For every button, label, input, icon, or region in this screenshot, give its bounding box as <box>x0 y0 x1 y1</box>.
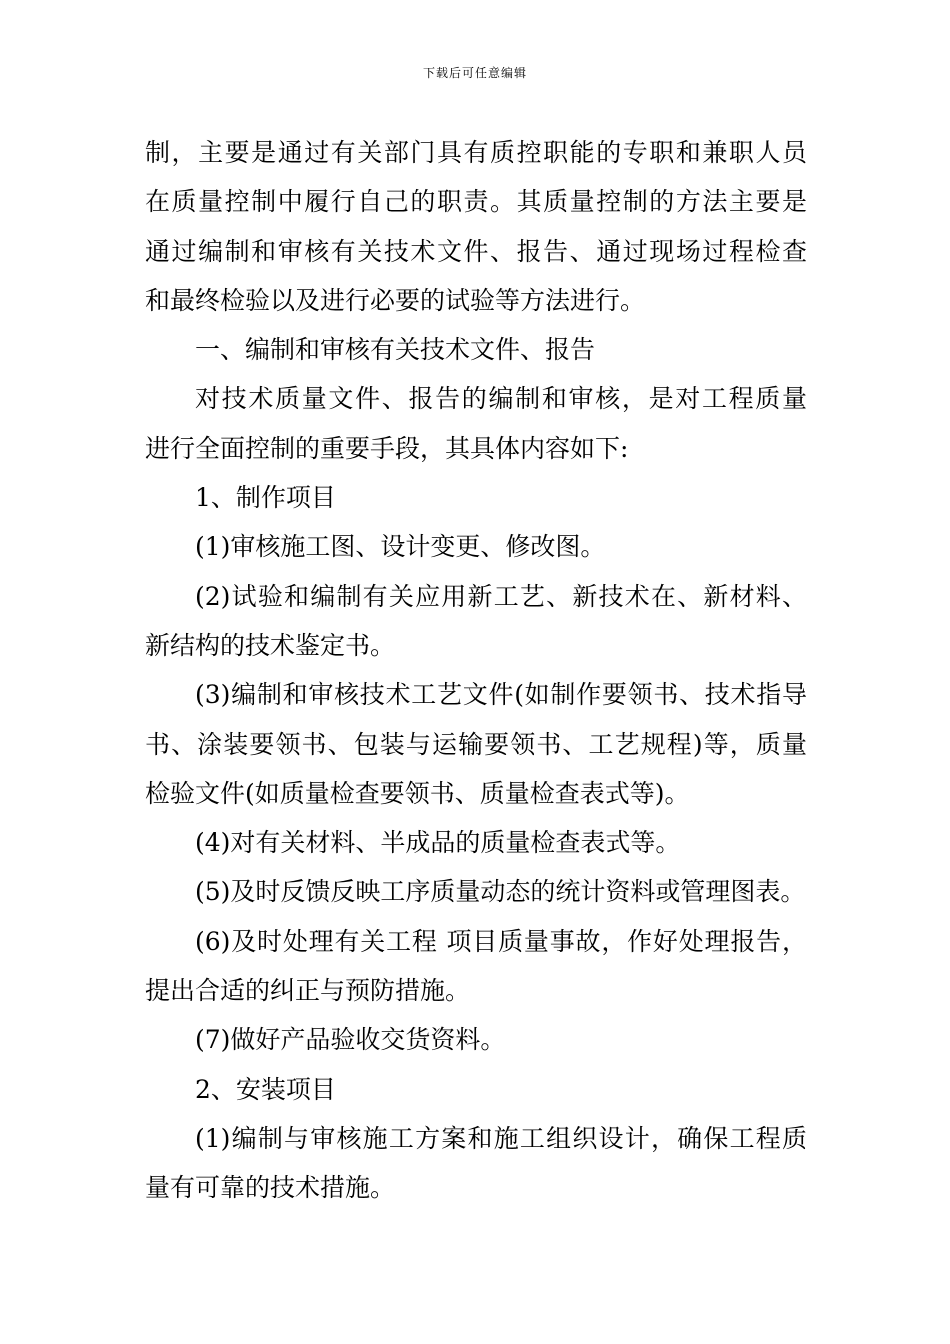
paragraph-line: 通过编制和审核有关技术文件、报告、通过现场过程检查 <box>145 236 807 266</box>
document-body <box>145 128 807 1213</box>
list-item-continuation: 量有可靠的技术措施。 <box>145 1173 396 1203</box>
paragraph-line: 制，主要是通过有关部门具有质控职能的专职和兼职人员 <box>145 138 807 167</box>
paragraph-line: 对技术质量文件、报告的编制和审核，是对工程质量 <box>195 384 807 414</box>
page-header-note: 下载后可任意编辑 <box>422 66 527 80</box>
list-item: (6)及时处理有关工程 项目质量事故，作好处理报告， <box>195 926 807 956</box>
section-heading: 一、编制和审核有关技术文件、报告 <box>195 335 596 365</box>
list-item-continuation: 检验文件(如质量检查要领书、质量检查表式等)。 <box>145 778 690 808</box>
paragraph-line: 进行全面控制的重要手段，其具体内容如下: <box>145 433 629 463</box>
list-item: (1)审核施工图、设计变更、修改图。 <box>195 532 606 562</box>
list-item-continuation: 书、涂装要领书、包装与运输要领书、工艺规程)等，质量 <box>145 729 807 759</box>
subsection-heading: 2、安装项目 <box>195 1074 336 1104</box>
list-item: (2)试验和编制有关应用新工艺、新技术在、新材料、 <box>195 581 807 611</box>
paragraph-line: 在质量控制中履行自己的职责。其质量控制的方法主要是 <box>145 187 807 217</box>
list-item: (3)编制和审核技术工艺文件(如制作要领书、技术指导 <box>195 680 807 710</box>
paragraph-line: 和最终检验以及进行必要的试验等方法进行。 <box>145 285 646 315</box>
list-item-continuation: 提出合适的纠正与预防措施。 <box>145 976 471 1006</box>
list-item: (1)编制与审核施工方案和施工组织设计，确保工程质 <box>195 1123 807 1153</box>
list-item-continuation: 新结构的技术鉴定书。 <box>145 630 396 660</box>
list-item: (4)对有关材料、半成品的质量检查表式等。 <box>195 828 681 858</box>
subsection-heading: 1、制作项目 <box>195 483 336 513</box>
list-item: (5)及时反馈反映工序质量动态的统计资料或管理图表。 <box>195 877 806 907</box>
list-item: (7)做好产品验收交货资料。 <box>195 1025 506 1055</box>
